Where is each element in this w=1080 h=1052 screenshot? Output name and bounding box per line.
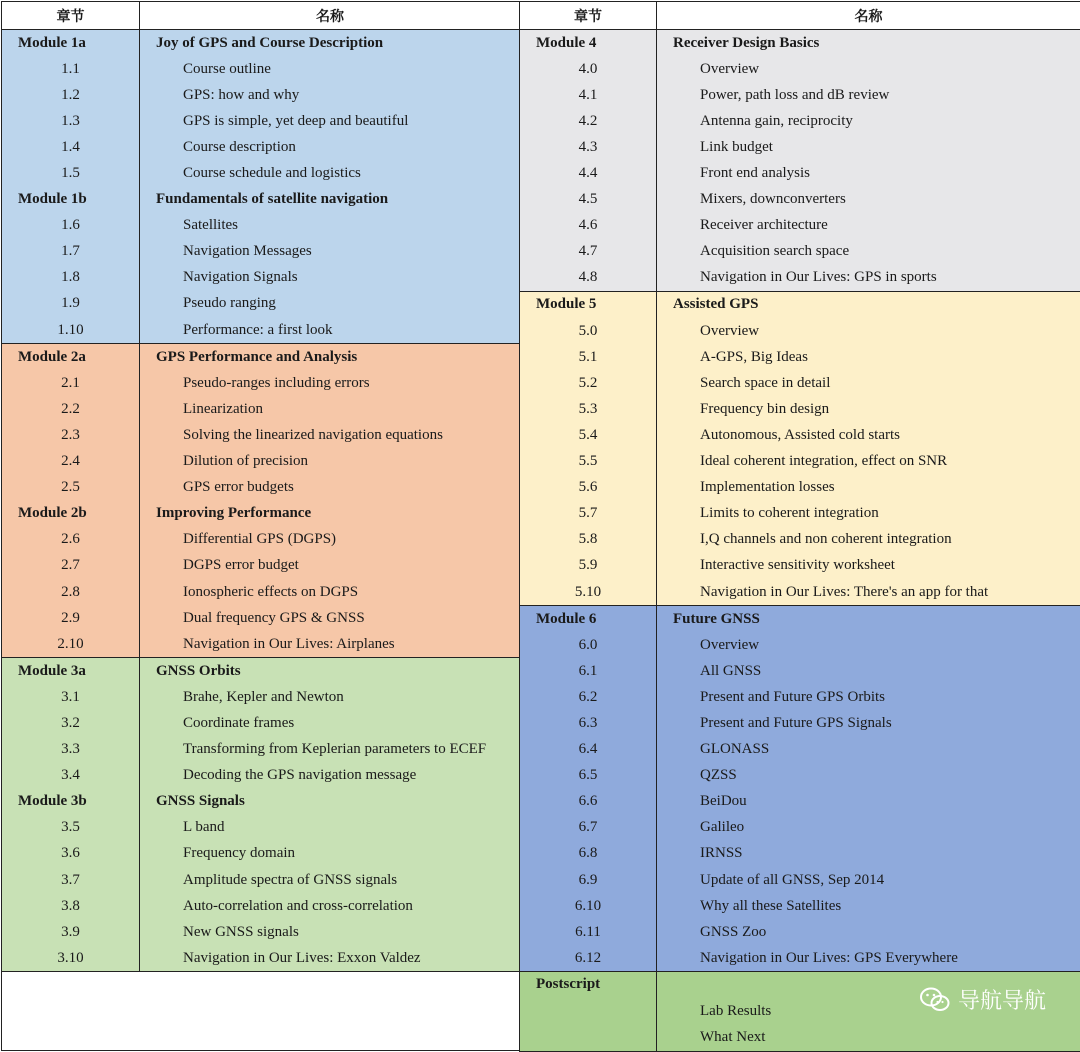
section-number: 6.12 xyxy=(520,945,657,971)
section-number: 5.0 xyxy=(520,318,657,344)
section-title: QZSS xyxy=(700,767,737,784)
left-table xyxy=(1,1,521,1051)
module-title: Improving Performance xyxy=(156,505,312,522)
module-number: Module 1b xyxy=(2,187,140,213)
section-title: Pseudo ranging xyxy=(183,295,276,312)
table-row xyxy=(2,239,520,265)
table-row xyxy=(520,265,1080,291)
section-number: 2.7 xyxy=(2,553,140,579)
module-title: GNSS Signals xyxy=(156,793,245,810)
table-row xyxy=(520,213,1080,239)
table-row xyxy=(520,449,1080,475)
section-number: 3.8 xyxy=(2,893,140,919)
table-row xyxy=(2,422,520,448)
table-row xyxy=(2,317,520,343)
section-title: Power, path loss and dB review xyxy=(700,86,890,103)
section-number: 4.2 xyxy=(520,108,657,134)
section-number: 4.0 xyxy=(520,56,657,82)
module-block xyxy=(2,344,520,658)
table-row xyxy=(520,396,1080,422)
section-number: 3.5 xyxy=(2,815,140,841)
table-row xyxy=(520,160,1080,186)
section-number: 1.3 xyxy=(2,108,140,134)
section-number: 2.9 xyxy=(2,605,140,631)
section-number: 5.4 xyxy=(520,422,657,448)
table-row xyxy=(520,841,1080,867)
module-row xyxy=(2,658,520,684)
section-title: Link budget xyxy=(700,138,773,155)
table-row xyxy=(520,789,1080,815)
section-number: 5.8 xyxy=(520,527,657,553)
table-row xyxy=(2,56,520,82)
section-number: 3.3 xyxy=(2,737,140,763)
section-number: 4.4 xyxy=(520,160,657,186)
section-number: 3.10 xyxy=(2,945,140,971)
section-number: 5.10 xyxy=(520,579,657,605)
module-number: Module 3a xyxy=(2,658,140,684)
table-row xyxy=(2,893,520,919)
section-title: Navigation Signals xyxy=(183,269,298,286)
section-title: Linearization xyxy=(183,400,263,417)
section-number: 6.10 xyxy=(520,893,657,919)
table-row xyxy=(520,893,1080,919)
module-title: Receiver Design Basics xyxy=(673,34,820,51)
section-title: Frequency bin design xyxy=(700,400,830,417)
empty-cell xyxy=(2,972,520,1051)
section-number: 2.3 xyxy=(2,422,140,448)
module-number: Module 5 xyxy=(520,292,657,318)
table-row xyxy=(2,919,520,945)
table-row xyxy=(2,160,520,186)
table-row xyxy=(520,82,1080,108)
section-title: Dilution of precision xyxy=(183,453,308,470)
module-row xyxy=(2,501,520,527)
table-header xyxy=(520,1,1080,30)
table-row xyxy=(520,815,1080,841)
table-row xyxy=(520,684,1080,710)
section-number: 6.3 xyxy=(520,710,657,736)
section-title: Dual frequency GPS & GNSS xyxy=(183,609,365,626)
section-number: 2.6 xyxy=(2,527,140,553)
postscript-item: What Next xyxy=(700,1029,766,1046)
section-title: Overview xyxy=(700,60,760,77)
table-row xyxy=(2,134,520,160)
section-title: Interactive sensitivity worksheet xyxy=(700,557,895,574)
section-number: 3.9 xyxy=(2,919,140,945)
section-title: Why all these Satellites xyxy=(700,897,842,914)
section-number: 3.2 xyxy=(2,710,140,736)
watermark xyxy=(920,984,1046,1015)
right-body xyxy=(520,30,1080,972)
table-row xyxy=(2,737,520,763)
section-title: Performance: a first look xyxy=(183,321,333,338)
section-title: Auto-correlation and cross-correlation xyxy=(183,897,413,914)
section-number: 3.1 xyxy=(2,684,140,710)
section-title: Receiver architecture xyxy=(700,217,828,234)
section-number: 2.8 xyxy=(2,579,140,605)
table-row xyxy=(2,82,520,108)
table-row xyxy=(520,422,1080,448)
section-title: Galileo xyxy=(700,819,745,836)
section-title: Frequency domain xyxy=(183,845,296,862)
section-title: Ideal coherent integration, effect on SNR xyxy=(700,453,948,470)
section-title: Mixers, downconverters xyxy=(700,191,846,208)
module-block xyxy=(520,606,1080,972)
section-title: IRNSS xyxy=(700,845,743,862)
table-row xyxy=(2,553,520,579)
table-row xyxy=(2,631,520,657)
module-row xyxy=(520,292,1080,318)
table-row xyxy=(520,239,1080,265)
section-number: 6.6 xyxy=(520,789,657,815)
table-row xyxy=(520,579,1080,605)
section-title: Implementation losses xyxy=(700,479,835,496)
section-number: 6.1 xyxy=(520,658,657,684)
section-title: Solving the linearized navigation equations xyxy=(183,426,443,443)
section-number: 5.5 xyxy=(520,449,657,475)
module-block xyxy=(2,658,520,972)
section-title: GNSS Zoo xyxy=(700,923,767,940)
section-title: BeiDou xyxy=(700,793,747,810)
module-title: Joy of GPS and Course Description xyxy=(156,34,384,51)
module-number: Module 3b xyxy=(2,789,140,815)
section-number: 1.5 xyxy=(2,160,140,186)
table-row xyxy=(2,579,520,605)
module-title: Fundamentals of satellite navigation xyxy=(156,191,389,208)
table-row xyxy=(2,475,520,501)
module-number: Module 2a xyxy=(2,344,140,370)
section-title: Antenna gain, reciprocity xyxy=(700,112,853,129)
section-number: 4.6 xyxy=(520,213,657,239)
section-number: 5.7 xyxy=(520,501,657,527)
postscript-label: Postscript xyxy=(520,972,657,1050)
table-header xyxy=(2,1,520,30)
postscript-item: Lab Results xyxy=(700,1002,772,1019)
section-number: 1.2 xyxy=(2,82,140,108)
section-number: 2.1 xyxy=(2,370,140,396)
section-title: Search space in detail xyxy=(700,374,831,391)
table-row xyxy=(520,553,1080,579)
section-number: 6.2 xyxy=(520,684,657,710)
table-row xyxy=(520,867,1080,893)
section-number: 6.7 xyxy=(520,815,657,841)
section-number: 3.4 xyxy=(2,763,140,789)
module-row xyxy=(520,30,1080,56)
table-row xyxy=(520,658,1080,684)
table-row xyxy=(2,605,520,631)
table-row xyxy=(2,815,520,841)
section-title: Brahe, Kepler and Newton xyxy=(183,688,344,705)
table-row xyxy=(2,265,520,291)
section-number: 1.8 xyxy=(2,265,140,291)
section-title: Course schedule and logistics xyxy=(183,165,361,182)
table-row xyxy=(520,527,1080,553)
postscript-content xyxy=(657,972,1080,1050)
section-title: Amplitude spectra of GNSS signals xyxy=(183,871,398,888)
section-title: All GNSS xyxy=(700,662,762,679)
module-row xyxy=(2,187,520,213)
table-row xyxy=(2,945,520,971)
module-title: GPS Performance and Analysis xyxy=(156,348,358,365)
left-body xyxy=(2,30,520,972)
section-number: 5.9 xyxy=(520,553,657,579)
section-title: Front end analysis xyxy=(700,165,810,182)
section-title: Course outline xyxy=(183,60,271,77)
table-row xyxy=(520,501,1080,527)
section-title: Navigation in Our Lives: There's an app for that xyxy=(700,583,989,600)
postscript-block xyxy=(520,972,1080,1051)
table-row xyxy=(520,344,1080,370)
section-title: New GNSS signals xyxy=(183,923,299,940)
module-row xyxy=(2,30,520,56)
section-title: Pseudo-ranges including errors xyxy=(183,374,370,391)
wechat-icon xyxy=(920,987,950,1013)
section-number: 5.1 xyxy=(520,344,657,370)
section-title: Overview xyxy=(700,636,760,653)
right-table xyxy=(519,1,1080,1052)
table-row xyxy=(2,684,520,710)
section-number: 5.3 xyxy=(520,396,657,422)
watermark-text: 导航导航 xyxy=(957,989,1046,1015)
module-number: Module 4 xyxy=(520,30,657,56)
table-row xyxy=(2,841,520,867)
table-row xyxy=(2,108,520,134)
table-row xyxy=(2,213,520,239)
section-number: 1.10 xyxy=(2,317,140,343)
header-chapter: 章节 xyxy=(2,2,140,29)
section-number: 3.6 xyxy=(2,841,140,867)
section-title: GPS is simple, yet deep and beautiful xyxy=(183,112,409,129)
section-number: 2.5 xyxy=(2,475,140,501)
table-row xyxy=(2,527,520,553)
section-title: GPS error budgets xyxy=(183,479,294,496)
section-number: 4.5 xyxy=(520,187,657,213)
section-title: Satellites xyxy=(183,217,238,234)
section-title: Present and Future GPS Signals xyxy=(700,714,892,731)
section-title: Autonomous, Assisted cold starts xyxy=(700,426,901,443)
section-number: 6.5 xyxy=(520,763,657,789)
table-row xyxy=(2,710,520,736)
section-number: 2.4 xyxy=(2,449,140,475)
table-row xyxy=(2,291,520,317)
section-number: 5.6 xyxy=(520,475,657,501)
table-row xyxy=(520,134,1080,160)
section-title: Decoding the GPS navigation message xyxy=(183,767,417,784)
section-number: 1.7 xyxy=(2,239,140,265)
section-number: 6.4 xyxy=(520,737,657,763)
section-number: 6.0 xyxy=(520,632,657,658)
table-row xyxy=(520,318,1080,344)
section-number: 2.10 xyxy=(2,631,140,657)
module-number: Module 6 xyxy=(520,606,657,632)
module-row xyxy=(2,789,520,815)
table-row xyxy=(2,396,520,422)
table-row xyxy=(520,632,1080,658)
section-number: 1.6 xyxy=(2,213,140,239)
section-number: 6.8 xyxy=(520,841,657,867)
section-title: Present and Future GPS Orbits xyxy=(700,688,885,705)
section-number: 1.9 xyxy=(2,291,140,317)
section-title: Navigation in Our Lives: GPS in sports xyxy=(700,269,937,286)
table-row xyxy=(520,187,1080,213)
module-number: Module 2b xyxy=(2,501,140,527)
section-title: Limits to coherent integration xyxy=(700,505,879,522)
section-title: Overview xyxy=(700,322,760,339)
section-number: 4.8 xyxy=(520,265,657,291)
section-title: L band xyxy=(183,819,225,836)
section-number: 5.2 xyxy=(520,370,657,396)
section-title: Navigation in Our Lives: Exxon Valdez xyxy=(183,949,421,966)
section-title: Coordinate frames xyxy=(183,714,295,731)
section-number: 6.9 xyxy=(520,867,657,893)
table-row xyxy=(2,370,520,396)
module-block xyxy=(520,30,1080,292)
section-number: 1.4 xyxy=(2,134,140,160)
section-number: 1.1 xyxy=(2,56,140,82)
table-row xyxy=(2,449,520,475)
section-number: 2.2 xyxy=(2,396,140,422)
table-row xyxy=(520,370,1080,396)
module-title: Assisted GPS xyxy=(673,296,759,313)
section-title: Transforming from Keplerian parameters to ECEF xyxy=(183,741,487,758)
table-row xyxy=(520,945,1080,971)
section-title: GLONASS xyxy=(700,741,770,758)
header-chapter: 章节 xyxy=(520,2,657,29)
module-row xyxy=(2,344,520,370)
module-block xyxy=(520,292,1080,606)
table-row xyxy=(520,919,1080,945)
table-row xyxy=(520,763,1080,789)
module-title: Future GNSS xyxy=(673,610,760,627)
section-title: GPS: how and why xyxy=(183,86,300,103)
section-title: Navigation Messages xyxy=(183,243,312,260)
header-name: 名称 xyxy=(854,8,883,25)
section-title: Course description xyxy=(183,138,296,155)
section-number: 4.3 xyxy=(520,134,657,160)
section-number: 4.7 xyxy=(520,239,657,265)
section-title: A-GPS, Big Ideas xyxy=(700,348,808,365)
module-number: Module 1a xyxy=(2,30,140,56)
table-row xyxy=(520,475,1080,501)
section-title: Acquisition search space xyxy=(700,243,850,260)
table-row xyxy=(2,867,520,893)
table-row xyxy=(520,108,1080,134)
section-title: Navigation in Our Lives: Airplanes xyxy=(183,635,395,652)
module-title: GNSS Orbits xyxy=(156,662,241,679)
module-row xyxy=(520,606,1080,632)
section-title: Differential GPS (DGPS) xyxy=(183,531,337,548)
section-title: DGPS error budget xyxy=(183,557,299,574)
section-title: Update of all GNSS, Sep 2014 xyxy=(700,871,885,888)
section-title: I,Q channels and non coherent integration xyxy=(700,531,952,548)
header-name: 名称 xyxy=(316,8,344,25)
section-title: Navigation in Our Lives: GPS Everywhere xyxy=(700,949,958,966)
table-row xyxy=(2,763,520,789)
section-number: 4.1 xyxy=(520,82,657,108)
table-row xyxy=(520,56,1080,82)
section-number: 6.11 xyxy=(520,919,657,945)
section-title: Ionospheric effects on DGPS xyxy=(183,583,359,600)
module-block xyxy=(2,30,520,344)
table-row xyxy=(520,710,1080,736)
section-number: 3.7 xyxy=(2,867,140,893)
table-row xyxy=(520,737,1080,763)
